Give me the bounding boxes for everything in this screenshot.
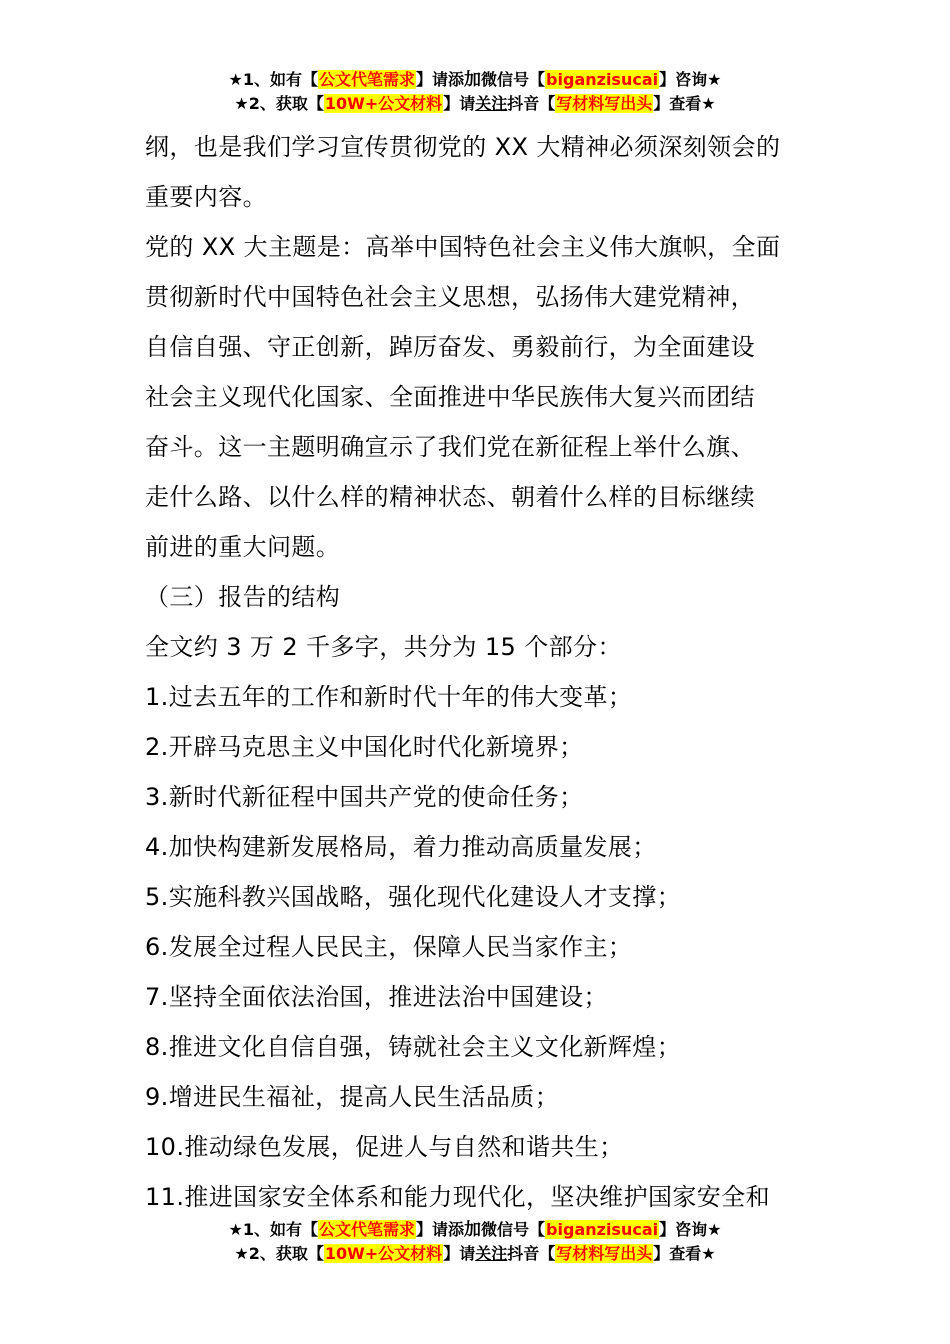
list-item: 2.开辟马克思主义中国化时代化新境界； bbox=[145, 733, 584, 761]
banner-line-1-mid: 】请添 bbox=[416, 1220, 465, 1239]
banner-line-2-mid: 】请 bbox=[443, 1244, 476, 1263]
banner-line-2 bbox=[0, 92, 950, 116]
banner-line-1-mid-emphasis: 加 bbox=[464, 70, 482, 90]
paragraph-line: 自信自强、守正创新，踔厉奋发、勇毅前行，为全面建设 bbox=[145, 333, 755, 361]
banner-highlight-materials: 10W+公文材料 bbox=[324, 1244, 443, 1263]
paragraph-line: 社会主义现代化国家、全面推进中华民族伟大复兴而团结 bbox=[145, 383, 755, 411]
banner-line-1-suffix: 】咨询★ bbox=[659, 1220, 722, 1239]
list-item: 11.推进国家安全体系和能力现代化，坚决维护国家安全和 bbox=[145, 1183, 770, 1211]
banner-line-1-mid: 】请添 bbox=[416, 70, 465, 89]
document-body bbox=[145, 122, 810, 1222]
paragraph-2 bbox=[145, 222, 810, 572]
banner-highlight-materials: 10W+公文材料 bbox=[324, 94, 443, 113]
banner-line-1-prefix: ★1、如有【 bbox=[228, 70, 318, 89]
paragraph-1 bbox=[145, 122, 810, 222]
banner-line-1-mid-emphasis: 加 bbox=[464, 1220, 482, 1240]
banner-line-2 bbox=[0, 1242, 950, 1266]
banner-highlight-writing-service: 公文代笔需求 bbox=[319, 70, 416, 89]
section-heading: （三）报告的结构 bbox=[145, 583, 341, 611]
list-item: 8.推进文化自信自强，铸就社会主义文化新辉煌； bbox=[145, 1033, 682, 1061]
structure-intro: 全文约 3 万 2 千多字，共分为 15 个部分： bbox=[145, 633, 622, 661]
banner-line-1-prefix: ★1、如有【 bbox=[228, 1220, 318, 1239]
footer-banner bbox=[0, 1218, 950, 1266]
paragraph-line: 贯彻新时代中国特色社会主义思想，弘扬伟大建党精神， bbox=[145, 283, 755, 311]
paragraph-line: 党的 XX 大主题是：高举中国特色社会主义伟大旗帜，全面 bbox=[145, 233, 781, 261]
banner-highlight-douyin-account: 写材料写出头 bbox=[556, 94, 653, 113]
list-item: 10.推动绿色发展，促进人与自然和谐共生； bbox=[145, 1133, 624, 1161]
paragraph-line: 走什么路、以什么样的精神状态、朝着什么样的目标继续 bbox=[145, 483, 755, 511]
banner-line-1 bbox=[0, 1218, 950, 1242]
banner-highlight-writing-service: 公文代笔需求 bbox=[319, 1220, 416, 1239]
banner-line-2-suffix: 】查看★ bbox=[653, 94, 716, 113]
banner-line-1-mid-2: 微信号【 bbox=[481, 1220, 546, 1239]
list-item: 3.新时代新征程中国共产党的使命任务； bbox=[145, 783, 584, 811]
banner-line-1-mid-2: 微信号【 bbox=[481, 70, 546, 89]
list-item: 6.发展全过程人民民主，保障人民当家作主； bbox=[145, 933, 633, 961]
banner-highlight-douyin-account: 写材料写出头 bbox=[556, 1244, 653, 1263]
banner-line-2-prefix: ★2、获取【 bbox=[234, 94, 324, 113]
banner-line-2-follow: 关注 bbox=[475, 1244, 508, 1263]
paragraph-line: 重要内容。 bbox=[145, 183, 267, 211]
report-parts-list bbox=[145, 672, 810, 1222]
banner-line-2-mid-2: 抖音【 bbox=[507, 94, 556, 113]
banner-line-2-mid-2: 抖音【 bbox=[507, 1244, 556, 1263]
header-banner bbox=[0, 68, 950, 116]
list-item: 5.实施科教兴国战略，强化现代化建设人才支撑； bbox=[145, 883, 682, 911]
paragraph-line: 前进的重大问题。 bbox=[145, 533, 341, 561]
list-item: 9.增进民生福祉，提高人民生活品质； bbox=[145, 1083, 560, 1111]
banner-line-2-mid: 】请 bbox=[443, 94, 476, 113]
banner-line-2-prefix: ★2、获取【 bbox=[234, 1244, 324, 1263]
banner-line-1 bbox=[0, 68, 950, 92]
banner-line-1-suffix: 】咨询★ bbox=[659, 70, 722, 89]
banner-line-2-suffix: 】查看★ bbox=[653, 1244, 716, 1263]
list-item: 4.加快构建新发展格局，着力推动高质量发展； bbox=[145, 833, 657, 861]
paragraph-line: 纲，也是我们学习宣传贯彻党的 XX 大精神必须深刻领会的 bbox=[145, 133, 781, 161]
paragraph-line: 奋斗。这一主题明确宣示了我们党在新征程上举什么旗、 bbox=[145, 433, 755, 461]
list-item: 7.坚持全面依法治国，推进法治中国建设； bbox=[145, 983, 608, 1011]
banner-line-2-follow: 关注 bbox=[475, 94, 508, 113]
list-item: 1.过去五年的工作和新时代十年的伟大变革； bbox=[145, 683, 633, 711]
banner-highlight-wechat-id: biganzisucai bbox=[546, 70, 659, 89]
banner-highlight-wechat-id: biganzisucai bbox=[546, 1220, 659, 1239]
